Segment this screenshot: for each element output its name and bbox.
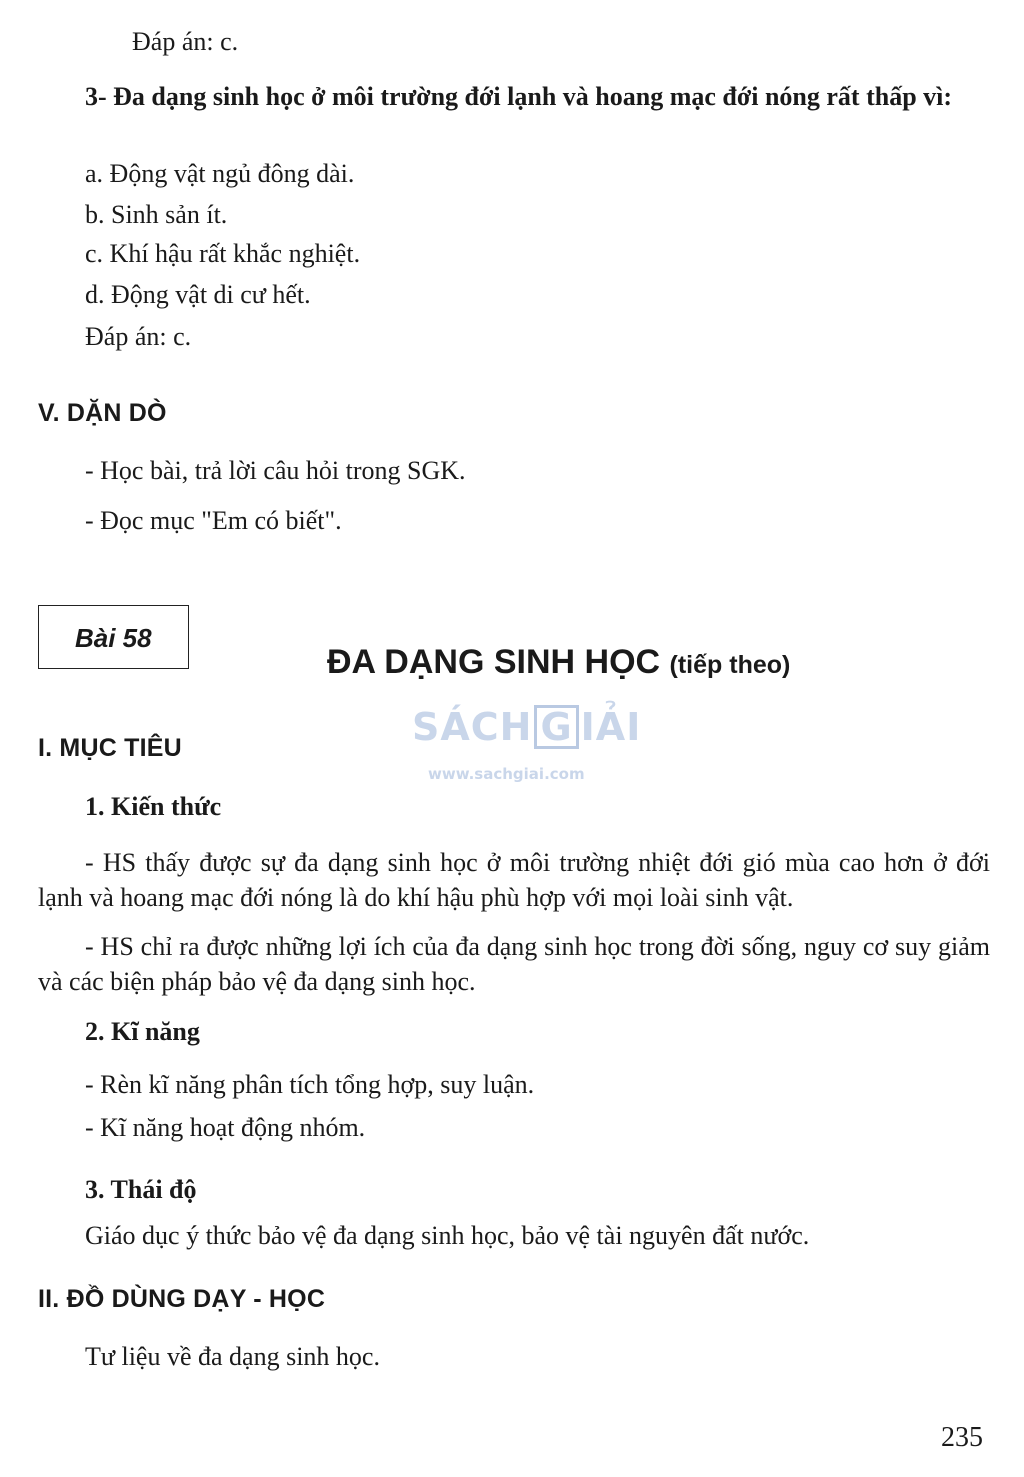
section-ii-text: Tư liệu về đa dạng sinh học. [85, 1342, 380, 1371]
question2-answer: Đáp án: c. [132, 27, 239, 56]
knowledge-paragraph-1-text: - HS thấy được sự đa dạng sinh học ở môi trường nhiệt đới gió mùa cao hơn ở đới lạnh và hoang mạc đới nóng là do khí hậu phù hợp với mọi loài sinh vật. [38, 848, 990, 912]
section-v-heading: V. DẶN DÒ [38, 399, 167, 427]
question3-text-content: 3- Đa dạng sinh học ở môi trường đới lạnh và hoang mạc đới nóng rất thấp vì: [85, 82, 953, 111]
question3-option-c: c. Khí hậu rất khắc nghiệt. [85, 239, 361, 268]
lesson-title [327, 642, 790, 685]
section-i-heading: I. MỤC TIÊU [38, 734, 182, 762]
attitude-text: Giáo dục ý thức bảo vệ đa dạng sinh học, bảo vệ tài nguyên đất nước. [85, 1221, 810, 1250]
lesson-title-main: ĐA DẠNG SINH HỌC [327, 643, 661, 681]
lesson-title-suffix: (tiếp theo) [669, 651, 791, 679]
question3-option-a: a. Động vật ngủ đông dài. [85, 159, 355, 188]
page-number: 235 [941, 1422, 983, 1453]
watermark-url: www.sachgiai.com [428, 765, 585, 783]
question3-text [38, 79, 990, 114]
attitude-heading: 3. Thái độ [85, 1175, 197, 1204]
question3-option-d: d. Động vật di cư hết. [85, 280, 311, 309]
watermark-logo-left: SÁCH [412, 705, 533, 749]
lesson-label-box [38, 605, 189, 669]
question3-option-b: b. Sinh sản ít. [85, 200, 228, 229]
question3-answer: Đáp án: c. [85, 322, 192, 351]
section-v-item-1: - Học bài, trả lời câu hỏi trong SGK. [85, 456, 466, 485]
skills-item-1: - Rèn kĩ năng phân tích tổng hợp, suy luận. [85, 1070, 535, 1099]
watermark-logo-mid: G [534, 705, 578, 749]
knowledge-paragraph-2 [38, 929, 990, 999]
skills-heading: 2. Kĩ năng [85, 1017, 200, 1046]
knowledge-heading: 1. Kiến thức [85, 792, 222, 821]
watermark-logo [412, 705, 641, 749]
lesson-label: Bài 58 [75, 623, 152, 653]
skills-item-2: - Kĩ năng hoạt động nhóm. [85, 1113, 366, 1142]
knowledge-paragraph-1 [38, 845, 990, 915]
section-v-item-2: - Đọc mục "Em có biết". [85, 506, 342, 535]
section-ii-heading: II. ĐỒ DÙNG DẠY - HỌC [38, 1285, 326, 1313]
knowledge-paragraph-2-text: - HS chỉ ra được những lợi ích của đa dạng sinh học trong đời sống, nguy cơ suy giảm và các biện pháp bảo vệ đa dạng sinh học. [38, 932, 990, 996]
watermark-logo-right: IẢI [580, 705, 642, 749]
